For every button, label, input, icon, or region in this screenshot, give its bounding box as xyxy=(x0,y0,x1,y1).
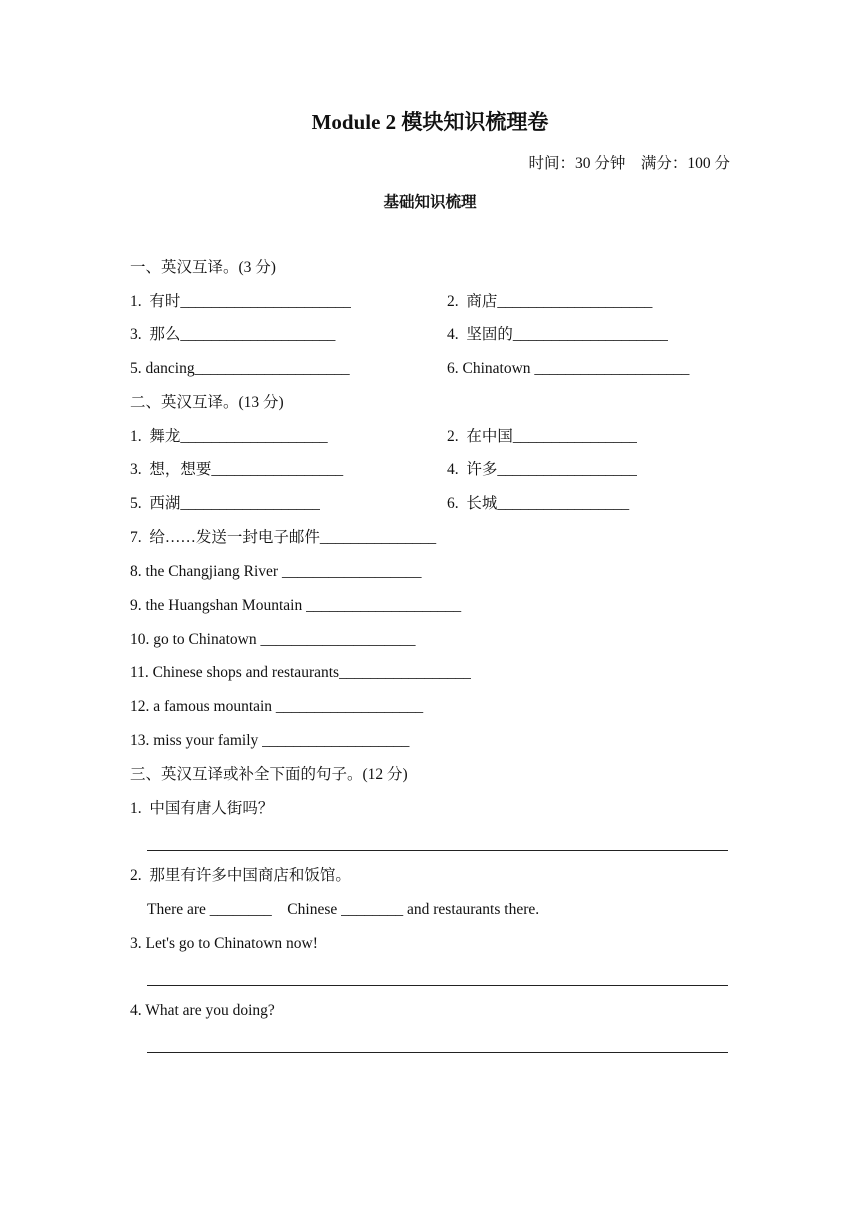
section2-item-10: 10. go to Chinatown ____________________ xyxy=(130,631,416,648)
section1-item-2: 2. 商店____________________ xyxy=(447,293,653,310)
section2-item-1: 1. 舞龙___________________ xyxy=(130,428,328,445)
section3-question-4: 4. What are you doing? xyxy=(130,1002,275,1019)
section3-question-2: 2. 那里有许多中国商店和饭馆。 xyxy=(130,867,351,884)
section2-item-12: 12. a famous mountain ___________________ xyxy=(130,698,424,715)
section-subtitle: 基础知识梳理 xyxy=(383,194,477,211)
section2-item-8: 8. the Changjiang River __________________ xyxy=(130,563,422,580)
time-score-info: 时间：30 分钟 满分：100 分 xyxy=(528,155,730,172)
section1-item-6: 6. Chinatown ____________________ xyxy=(447,360,690,377)
section3-heading: 三、英汉互译或补全下面的句子。(12 分) xyxy=(130,766,408,783)
section3-question-3: 3. Let's go to Chinatown now! xyxy=(130,935,318,952)
answer-line-1[interactable] xyxy=(147,850,728,851)
section2-heading: 二、英汉互译。(13 分) xyxy=(130,394,284,411)
section1-item-1: 1. 有时______________________ xyxy=(130,293,351,310)
section2-item-5: 5. 西湖__________________ xyxy=(130,495,320,512)
section2-item-13: 13. miss your family ___________________ xyxy=(130,732,410,749)
section2-item-4: 4. 许多__________________ xyxy=(447,461,637,478)
section2-item-6: 6. 长城_________________ xyxy=(447,495,630,512)
page-title: Module 2 模块知识梳理卷 xyxy=(311,110,549,134)
answer-line-4[interactable] xyxy=(147,1052,728,1053)
section1-item-5: 5. dancing____________________ xyxy=(130,360,350,377)
section2-item-9: 9. the Huangshan Mountain ____________________ xyxy=(130,597,462,614)
section2-item-2: 2. 在中国________________ xyxy=(447,428,637,445)
section3-question-1: 1. 中国有唐人街吗？ xyxy=(130,800,274,817)
section3-question-2-fill: There are ________ Chinese ________ and restaurants there. xyxy=(147,901,540,918)
section1-item-4: 4. 坚固的____________________ xyxy=(447,326,668,343)
answer-line-3[interactable] xyxy=(147,985,728,986)
section1-heading: 一、英汉互译。(3 分) xyxy=(130,259,276,276)
section1-item-3: 3. 那么____________________ xyxy=(130,326,336,343)
section2-item-11: 11. Chinese shops and restaurants_________________ xyxy=(130,664,471,681)
section2-item-7: 7. 给……发送一封电子邮件_______________ xyxy=(130,529,437,546)
section2-item-3: 3. 想，想要_________________ xyxy=(130,461,344,478)
